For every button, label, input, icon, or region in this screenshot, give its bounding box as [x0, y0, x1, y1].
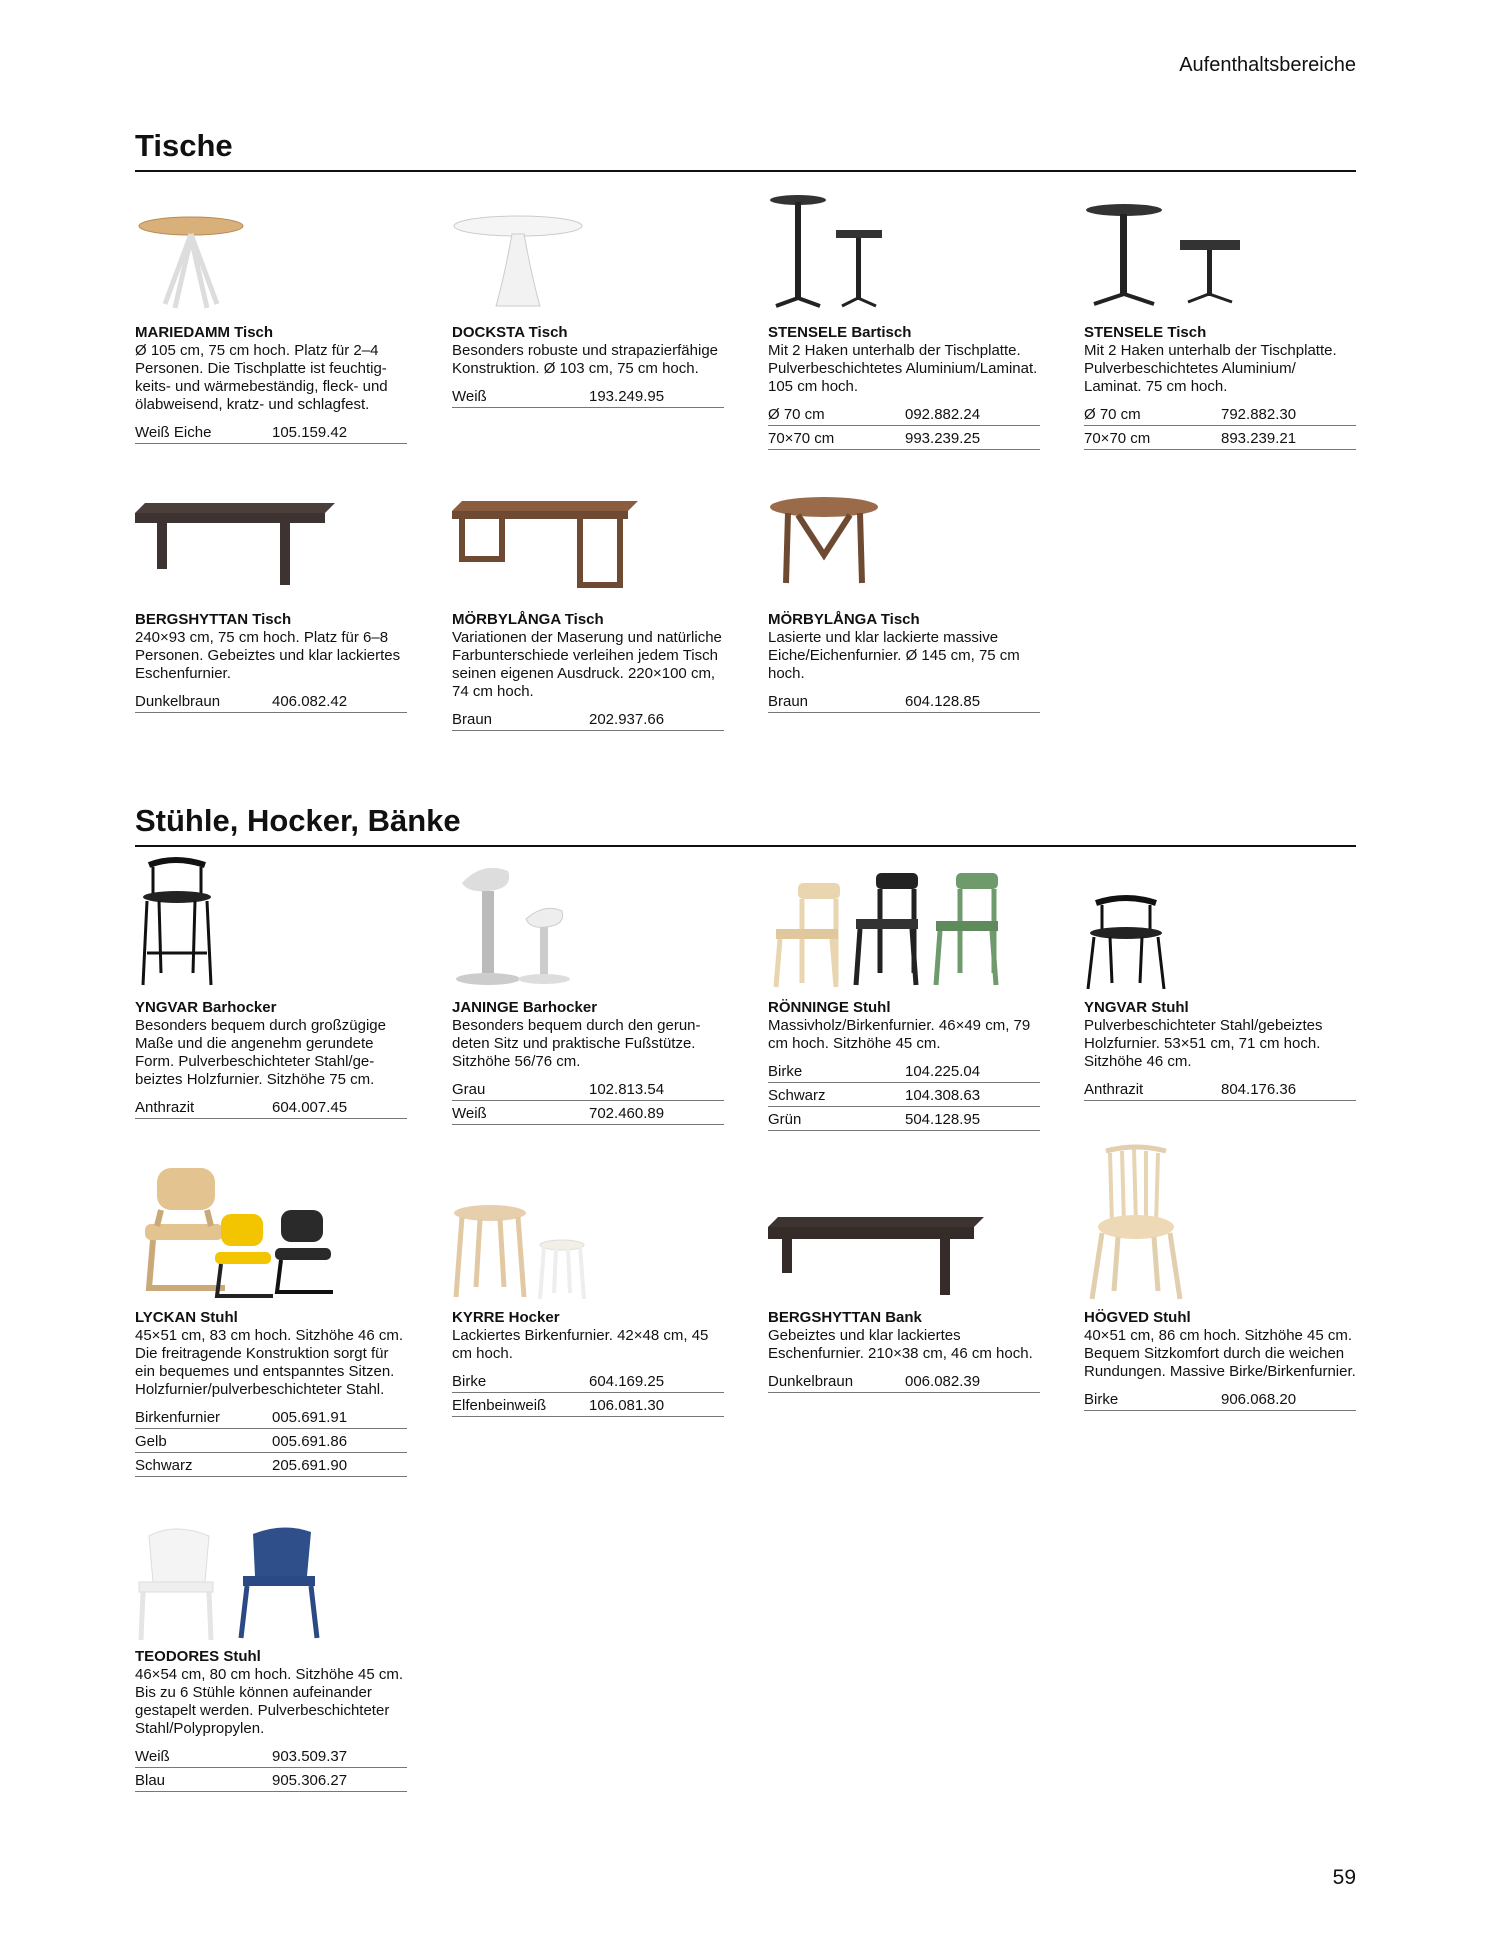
variant-row [1084, 1387, 1356, 1411]
article-number: 906.068.20 [1221, 1391, 1297, 1408]
product-description: Besonders robuste und strapazierfähige Konstruktion. Ø 103 cm, 75 cm hoch. [452, 342, 719, 377]
variant-list [452, 1077, 724, 1125]
variant-label: Elfenbeinweiß [452, 1397, 547, 1414]
product-description: Pulverbeschichteter Stahl/gebeiztes Holzfurnier. 53×51 cm, 71 cm hoch. Sitzhöhe 46 cm. [1084, 1017, 1323, 1070]
product-text [135, 611, 407, 629]
variant-label: Weiß [452, 1105, 487, 1122]
article-number: 105.159.42 [272, 424, 348, 441]
product-image [452, 1183, 724, 1303]
product-description: 40×51 cm, 86 cm hoch. Sitzhöhe 45 cm. Bequem Sitzkomfort durch die weichen Rundungen. Massive Birke/Birkenfurnier. [1084, 1327, 1356, 1380]
variant-label: Gelb [135, 1433, 167, 1450]
product-text [768, 611, 1040, 629]
article-number: 106.081.30 [589, 1397, 665, 1414]
variant-label: Schwarz [135, 1457, 193, 1474]
product-text [768, 999, 1040, 1017]
article-number: 893.239.21 [1221, 430, 1297, 447]
variant-label: Ø 70 cm [1084, 406, 1141, 423]
variant-label: Birkenfurnier [135, 1409, 221, 1426]
variant-label: Dunkelbraun [768, 1373, 854, 1390]
variant-list [768, 402, 1040, 450]
article-number: 205.691.90 [272, 1457, 348, 1474]
page-number: 59 [1332, 1866, 1356, 1889]
variant-row [1084, 1077, 1356, 1101]
variant-list [1084, 1077, 1356, 1101]
article-number: 903.509.37 [272, 1748, 348, 1765]
variant-list [768, 689, 1040, 713]
variant-list [768, 1369, 1040, 1393]
variant-label: Weiß Eiche [135, 424, 212, 441]
variant-row [452, 707, 724, 731]
variant-row [768, 1083, 1040, 1107]
article-number: 102.813.54 [589, 1081, 665, 1098]
product-name: YNGVAR Barhocker [135, 999, 277, 1016]
variant-label: Schwarz [768, 1087, 826, 1104]
product-name: YNGVAR Stuhl [1084, 999, 1189, 1016]
product-image [768, 1183, 1040, 1303]
product-card [1084, 873, 1356, 1101]
product-name: RÖNNINGE Stuhl [768, 999, 891, 1016]
product-text [135, 324, 407, 342]
variant-label: Weiß [452, 388, 487, 405]
product-name: TEODORES Stuhl [135, 1648, 261, 1665]
product-image [1084, 198, 1356, 318]
product-text [1084, 1309, 1356, 1327]
variant-label: Birke [452, 1373, 487, 1390]
variant-row [135, 420, 407, 444]
product-card [452, 198, 724, 408]
variant-label: Ø 70 cm [768, 406, 825, 423]
product-text [768, 1309, 1040, 1327]
product-card [768, 873, 1040, 1131]
article-number: 092.882.24 [905, 406, 981, 423]
product-card [1084, 1183, 1356, 1411]
product-description: Gebeiztes und klar lackiertes Eschenfurnier. 210×38 cm, 46 cm hoch. [768, 1327, 1033, 1362]
product-image [768, 198, 1040, 318]
variant-list [1084, 402, 1356, 450]
product-card [135, 485, 407, 713]
section-title-chairs: Stühle, Hocker, Bänke [135, 803, 461, 838]
product-text [452, 611, 724, 629]
variant-label: 70×70 cm [1084, 430, 1151, 447]
variant-list [135, 1405, 407, 1477]
product-text [1084, 999, 1356, 1017]
product-card [1084, 198, 1356, 450]
variant-label: Dunkelbraun [135, 693, 221, 710]
product-text [452, 1309, 724, 1327]
product-description: Besonders bequem durch großzügige Maße und die angenehm gerundete Form. Pulverbeschichteter Stahl/gebeiztes Holzfurnier. Sitzhöhe 75 cm. [135, 1017, 386, 1088]
variant-label: Braun [452, 711, 493, 728]
variant-list [135, 420, 407, 444]
variant-list [1084, 1387, 1356, 1411]
product-card [135, 198, 407, 444]
article-number: 504.128.95 [905, 1111, 981, 1128]
product-name: HÖGVED Stuhl [1084, 1309, 1191, 1326]
variant-row [768, 402, 1040, 426]
variant-list [135, 1095, 407, 1119]
product-image [1084, 873, 1356, 993]
product-name: MÖRBYLÅNGA Tisch [768, 611, 920, 628]
variant-row [1084, 426, 1356, 450]
product-name: JANINGE Barhocker [452, 999, 598, 1016]
variant-row [135, 689, 407, 713]
variant-label: Birke [768, 1063, 803, 1080]
product-name: BERGSHYTTAN Bank [768, 1309, 922, 1326]
product-text [452, 324, 724, 342]
variant-list [135, 689, 407, 713]
article-number: 792.882.30 [1221, 406, 1297, 423]
product-name: KYRRE Hocker [452, 1309, 560, 1326]
product-name: BERGSHYTTAN Tisch [135, 611, 292, 628]
variant-row [135, 1405, 407, 1429]
article-number: 702.460.89 [589, 1105, 665, 1122]
product-text [1084, 324, 1356, 342]
article-number: 604.007.45 [272, 1099, 348, 1116]
product-image [452, 198, 724, 318]
article-number: 104.225.04 [905, 1063, 981, 1080]
product-card [452, 485, 724, 731]
article-number: 193.249.95 [589, 388, 665, 405]
product-description: 45×51 cm, 83 cm hoch. Sitzhöhe 46 cm. Die freitragende Konstruktion sorgt für ein bequemes und entspanntes Sitzen. Holzfurnier/pulverbeschichteter Stahl. [135, 1327, 404, 1398]
article-number: 005.691.91 [272, 1409, 348, 1426]
product-text [135, 999, 407, 1017]
product-image [135, 198, 407, 318]
variant-row [135, 1095, 407, 1119]
product-description: 46×54 cm, 80 cm hoch. Sitzhöhe 45 cm. Bis zu 6 Stühle können aufeinander gestapelt werden. Pulverbeschichteter Stahl/Polypropylen. [135, 1666, 404, 1737]
product-description: Besonders bequem durch den gerundeten Sitz und praktische Fußstütze. Sitzhöhe 56/76 cm. [452, 1017, 701, 1070]
variant-row [452, 1393, 724, 1417]
variant-row [768, 1059, 1040, 1083]
product-text [452, 999, 724, 1017]
product-description: Variationen der Maserung und natürliche Farbunterschiede verleihen jedem Tisch seinen eigenen Ausdruck. 220×100 cm, 74 cm hoch. [452, 629, 722, 700]
product-description: Mit 2 Haken unterhalb der Tischplatte. Pulverbeschichtetes Aluminium/ Laminat. 75 cm hoch. [1084, 342, 1337, 395]
product-card [135, 873, 407, 1119]
product-description: Lasierte und klar lackierte massive Eiche/Eichenfurnier. Ø 145 cm, 75 cm hoch. [768, 629, 1020, 682]
article-number: 905.306.27 [272, 1772, 348, 1789]
product-card [452, 1183, 724, 1417]
product-image [135, 1522, 407, 1642]
variant-list [135, 1744, 407, 1792]
product-description: 240×93 cm, 75 cm hoch. Platz für 6–8 Personen. Gebeiztes und klar lackiertes Eschenfurnier. [135, 629, 401, 682]
product-card [135, 1522, 407, 1792]
product-description: Massivholz/Birkenfurnier. 46×49 cm, 79 cm hoch. Sitzhöhe 45 cm. [768, 1017, 1031, 1052]
product-name: MÖRBYLÅNGA Tisch [452, 611, 604, 628]
article-number: 604.128.85 [905, 693, 981, 710]
variant-label: Grün [768, 1111, 802, 1128]
product-name: LYCKAN Stuhl [135, 1309, 238, 1326]
article-number: 804.176.36 [1221, 1081, 1297, 1098]
product-card [768, 1183, 1040, 1393]
variant-label: Braun [768, 693, 809, 710]
variant-list [452, 1369, 724, 1417]
product-image [135, 873, 407, 993]
product-card [135, 1183, 407, 1477]
product-card [768, 198, 1040, 450]
section-title-tables: Tische [135, 128, 233, 163]
product-name: MARIEDAMM Tisch [135, 324, 274, 341]
product-name: STENSELE Tisch [1084, 324, 1207, 341]
product-text [135, 1309, 407, 1327]
variant-list [768, 1059, 1040, 1131]
product-description: Ø 105 cm, 75 cm hoch. Platz für 2–4 Personen. Die Tischplatte ist feuchtigkeits- und wärmebeständig, fleck- und ölabweisend, kratz- und schlagfest. [135, 342, 388, 413]
variant-row [768, 1107, 1040, 1131]
product-name: STENSELE Bartisch [768, 324, 912, 341]
variant-row [135, 1429, 407, 1453]
product-image [135, 485, 407, 605]
article-number: 406.082.42 [272, 693, 348, 710]
variant-row [452, 1369, 724, 1393]
variant-row [452, 1101, 724, 1125]
product-card [452, 873, 724, 1125]
variant-row [768, 689, 1040, 713]
section-divider [135, 170, 1356, 172]
variant-label: Birke [1084, 1391, 1119, 1408]
article-number: 993.239.25 [905, 430, 981, 447]
variant-list [452, 384, 724, 408]
product-text [768, 324, 1040, 342]
variant-row [452, 1077, 724, 1101]
variant-row [452, 384, 724, 408]
product-image [135, 1183, 407, 1303]
product-image [452, 873, 724, 993]
product-image [768, 485, 1040, 605]
article-number: 202.937.66 [589, 711, 665, 728]
product-description: Mit 2 Haken unterhalb der Tischplatte. Pulverbeschichtetes Aluminium/Laminat. 105 cm hoch. [768, 342, 1038, 395]
variant-label: 70×70 cm [768, 430, 835, 447]
product-image [452, 485, 724, 605]
article-number: 005.691.86 [272, 1433, 348, 1450]
product-name: DOCKSTA Tisch [452, 324, 568, 341]
article-number: 006.082.39 [905, 1373, 981, 1390]
variant-label: Weiß [135, 1748, 170, 1765]
variant-label: Grau [452, 1081, 486, 1098]
variant-label: Anthrazit [135, 1099, 195, 1116]
section-divider [135, 845, 1356, 847]
variant-row [768, 1369, 1040, 1393]
variant-label: Anthrazit [1084, 1081, 1144, 1098]
product-text [135, 1648, 407, 1666]
variant-row [768, 426, 1040, 450]
variant-row [135, 1453, 407, 1477]
variant-row [1084, 402, 1356, 426]
article-number: 104.308.63 [905, 1087, 981, 1104]
article-number: 604.169.25 [589, 1373, 665, 1390]
product-card [768, 485, 1040, 713]
variant-label: Blau [135, 1772, 166, 1789]
variant-list [452, 707, 724, 731]
product-image [1084, 1183, 1356, 1303]
variant-row [135, 1768, 407, 1792]
variant-row [135, 1744, 407, 1768]
product-description: Lackiertes Birkenfurnier. 42×48 cm, 45 cm hoch. [452, 1327, 709, 1362]
page-header: Aufenthaltsbereiche [1179, 54, 1356, 76]
product-image [768, 873, 1040, 993]
